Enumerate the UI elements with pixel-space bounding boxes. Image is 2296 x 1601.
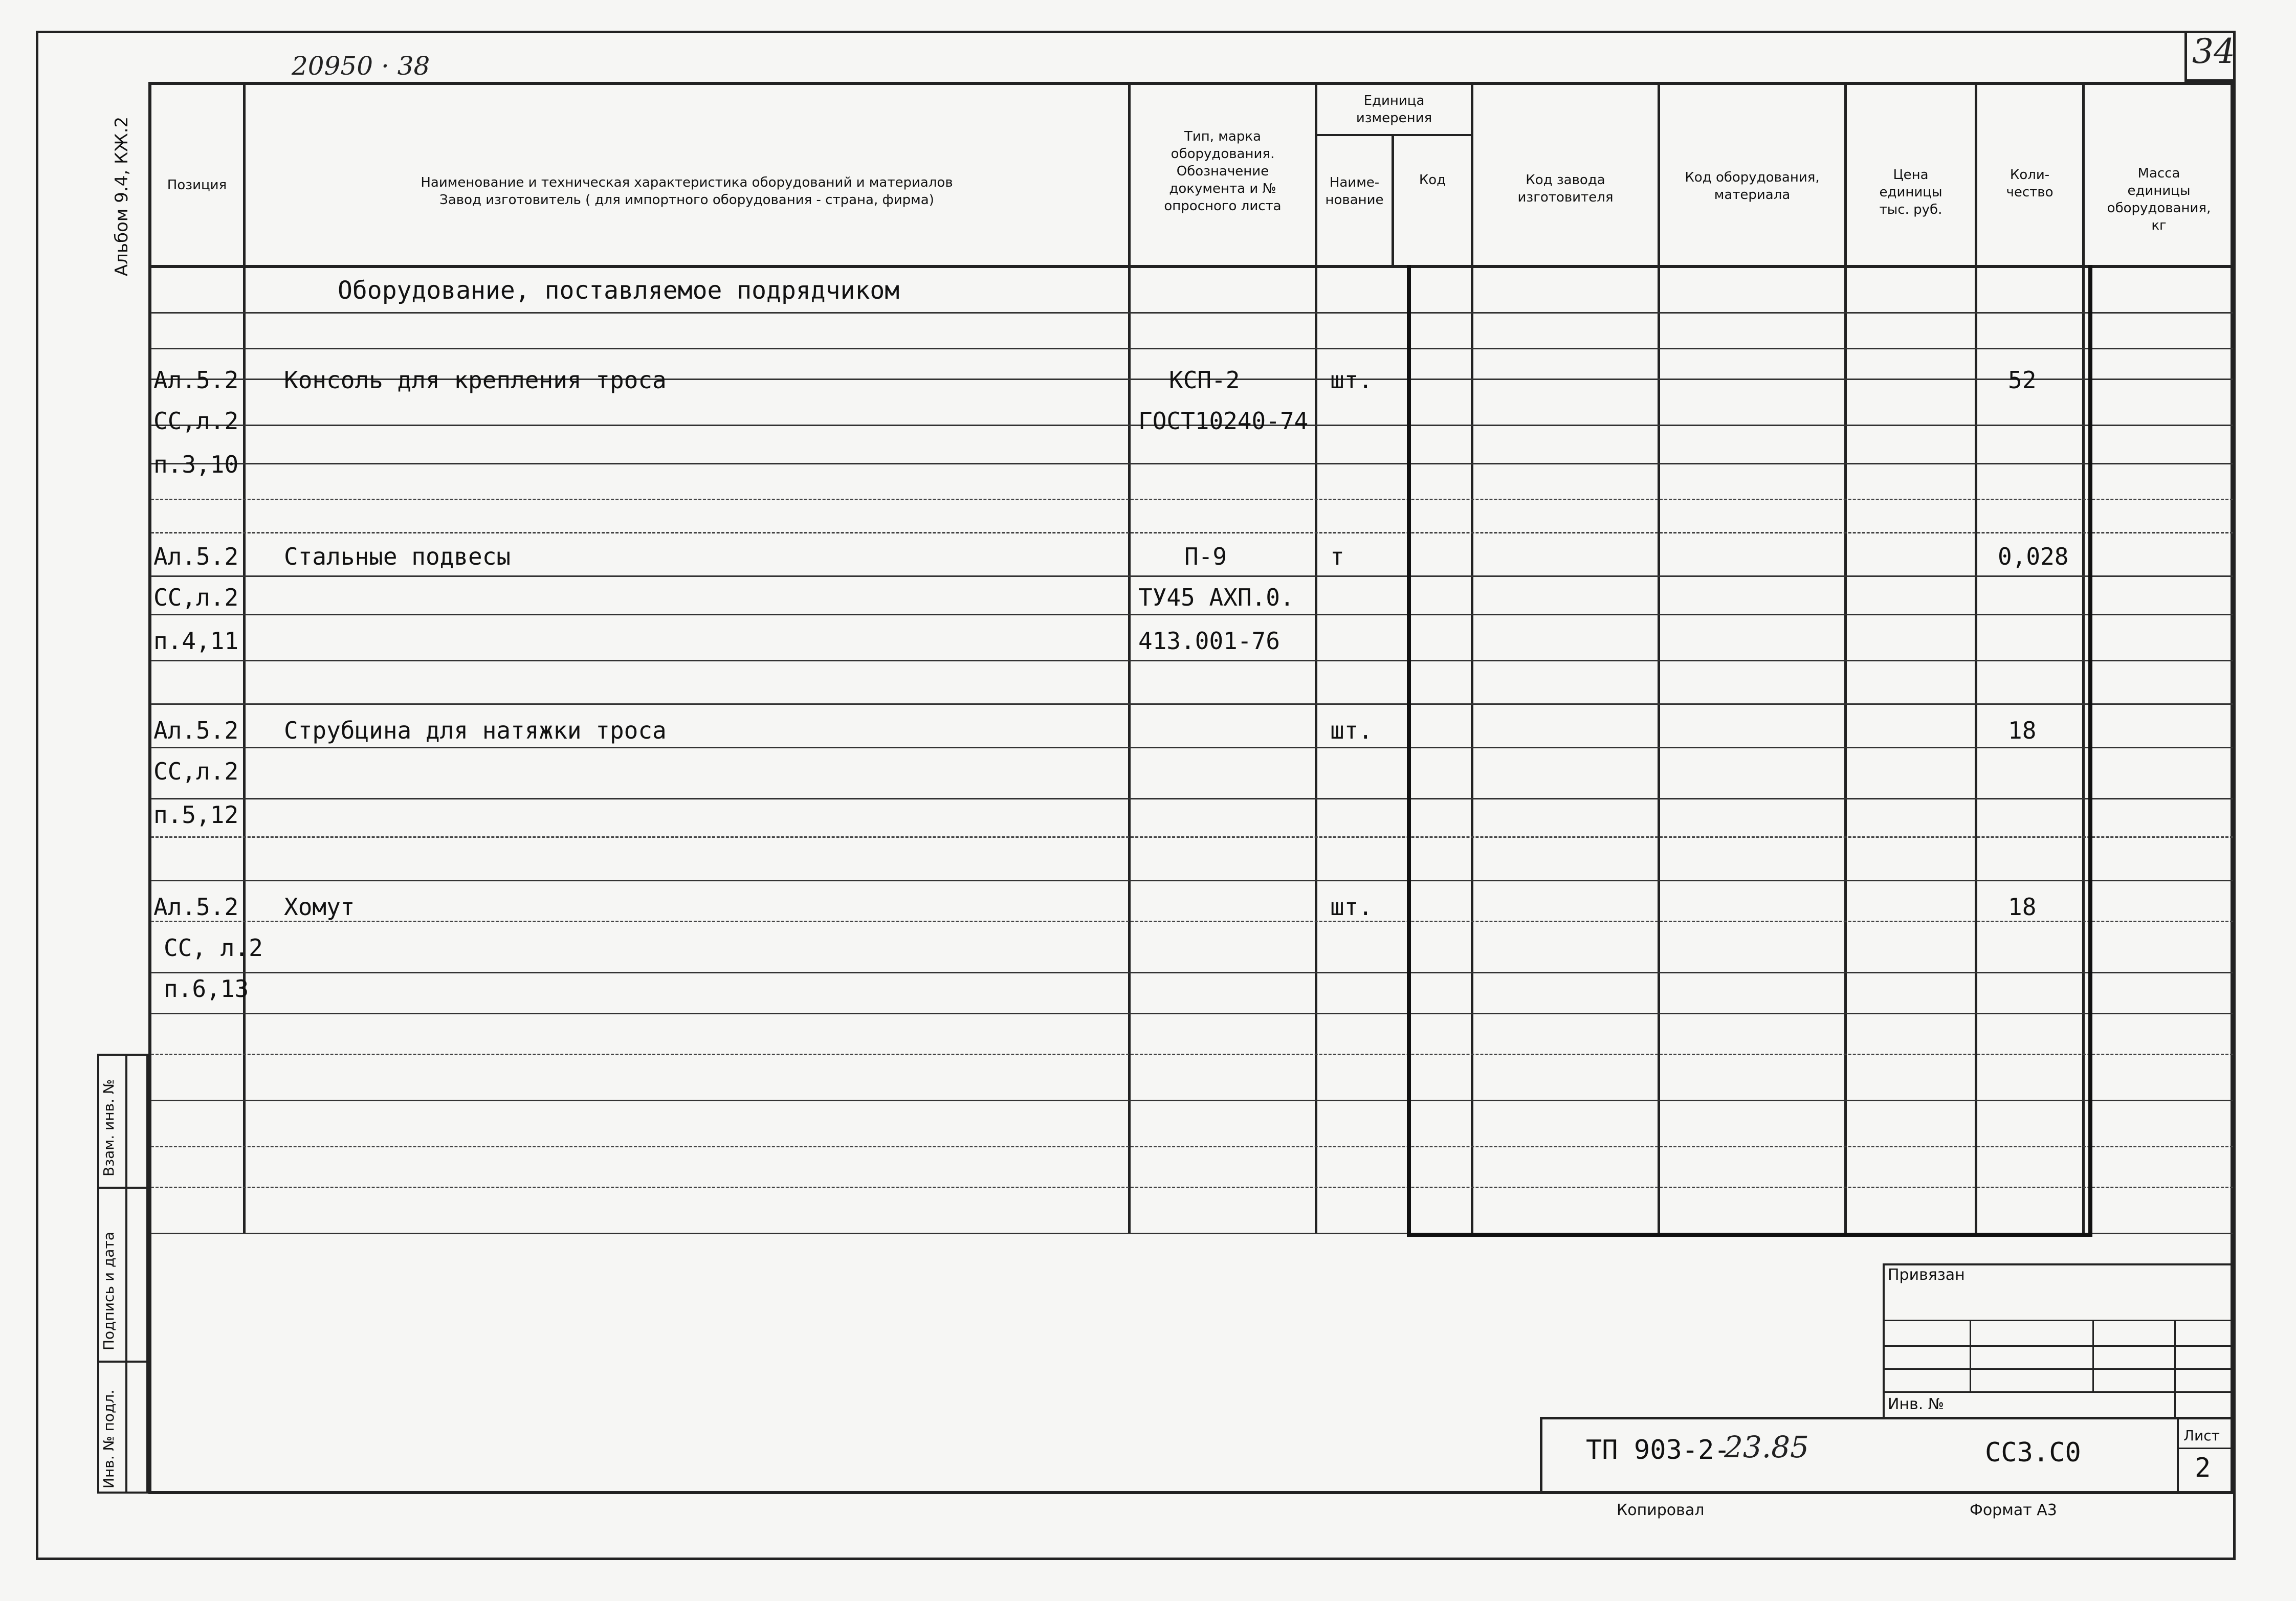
row-pos: СС,л.2: [153, 584, 239, 611]
row-pos: Ал.5.2: [153, 543, 239, 570]
doc-code: СС3.С0: [1985, 1437, 2081, 1468]
row-unit: т: [1330, 543, 1344, 570]
bold-code-block: [1407, 265, 2092, 1237]
header-name: Наименование и техническая характеристика оборудований и материалов Завод изготовитель ( для импортного оборудования - страна, фирма): [421, 175, 953, 208]
row-name: Струбцина для натяжки троса: [284, 717, 667, 744]
row-name: Консоль для крепления троса: [284, 366, 667, 394]
col-line-2: [1128, 82, 1131, 1233]
list-number: 2: [2195, 1453, 2211, 1483]
row-type: 413.001-76: [1138, 627, 1280, 655]
header-equipment-code: Код оборудования, материала: [1685, 170, 1820, 203]
row-pos: п.5,12: [153, 801, 239, 829]
col-line-4: [1392, 134, 1394, 265]
header-price: Цена единицы тыс. руб.: [1879, 167, 1942, 217]
row-type: ГОСТ10240-74: [1138, 407, 1309, 435]
footer-format: Формат А3: [1970, 1501, 2057, 1519]
row-pos: п.4,11: [153, 627, 239, 655]
header-unit-name: Наиме- нование: [1325, 175, 1384, 208]
vzam-label: Взам. инв. №: [100, 1079, 117, 1176]
row-unit: шт.: [1330, 717, 1373, 744]
privyazan-col-2: [2092, 1320, 2094, 1391]
row-pos: п.6,13: [164, 975, 249, 1003]
row-name: Стальные подвесы: [284, 543, 511, 570]
col-line-3: [1315, 82, 1317, 1233]
header-mass: Масса единицы оборудования, кг: [2107, 166, 2211, 233]
privyazan-label: Привязан: [1888, 1266, 1965, 1284]
privyazan-line-2: [1883, 1345, 2236, 1347]
header-plant-code: Код завода изготовителя: [1517, 172, 1614, 205]
privyazan-box: [1883, 1263, 2236, 1417]
header-position: Позиция: [167, 177, 227, 193]
album-label: Альбом 9.4, КЖ.2: [112, 116, 132, 276]
list-label: Лист: [2183, 1427, 2220, 1444]
row-pos: Ал.5.2: [153, 717, 239, 744]
row-pos: СС,л.2: [153, 407, 239, 435]
row-type: ТУ45 АХП.0.: [1138, 584, 1294, 611]
privyazan-col-3: [2174, 1320, 2176, 1417]
podpis-label: Подпись и дата: [100, 1232, 117, 1350]
header-unit-group: Единица измерения: [1356, 93, 1432, 126]
left-strip-cell-line-2: [97, 1361, 148, 1363]
doc-prefix: ТП 903-2-: [1586, 1435, 1730, 1465]
row-pos: Ал.5.2: [153, 366, 239, 394]
inv-no-label: Инв. №: [1888, 1395, 1945, 1413]
header-quantity: Коли- чество: [2006, 167, 2054, 200]
row-unit: шт.: [1330, 893, 1373, 921]
sheet-number: 34: [2192, 32, 2235, 71]
row-pos: п.3,10: [153, 451, 239, 478]
row-pos: Ал.5.2: [153, 893, 239, 921]
inv-podl-label: Инв. № подл.: [100, 1389, 117, 1488]
header-type-mark: Тип, марка оборудования. Обозначение документа и № опросного листа: [1164, 129, 1282, 214]
row-type: П-9: [1184, 543, 1227, 570]
header-unit-code: Код: [1419, 172, 1446, 188]
row-qty: 18: [2008, 717, 2037, 744]
list-box-divider: [2177, 1448, 2236, 1449]
doc-handwritten: 23.85: [1724, 1430, 1809, 1464]
row-qty: 18: [2008, 893, 2037, 921]
privyazan-line-4: [1883, 1391, 2236, 1393]
left-strip-divider: [125, 1054, 127, 1494]
section-title: Оборудование, поставляемое подрядчиком: [338, 276, 900, 305]
privyazan-col-1: [1970, 1320, 1971, 1391]
left-strip-cell-line-1: [97, 1187, 148, 1189]
row-qty: 52: [2008, 366, 2037, 394]
privyazan-line-1: [1883, 1320, 2236, 1321]
row-name: Хомут: [284, 893, 355, 921]
unit-group-divider: [1315, 134, 1471, 136]
row-unit: шт.: [1330, 366, 1373, 394]
col-line-1: [243, 82, 246, 1233]
footer-copied: Копировал: [1617, 1501, 1705, 1519]
row-pos: СС,л.2: [153, 758, 239, 785]
privyazan-line-3: [1883, 1368, 2236, 1370]
row-qty: 0,028: [1998, 543, 2069, 570]
row-pos: СС, л.2: [164, 934, 263, 962]
inventory-number: 20950 · 38: [292, 51, 430, 81]
row-type: КСП-2: [1169, 366, 1240, 394]
